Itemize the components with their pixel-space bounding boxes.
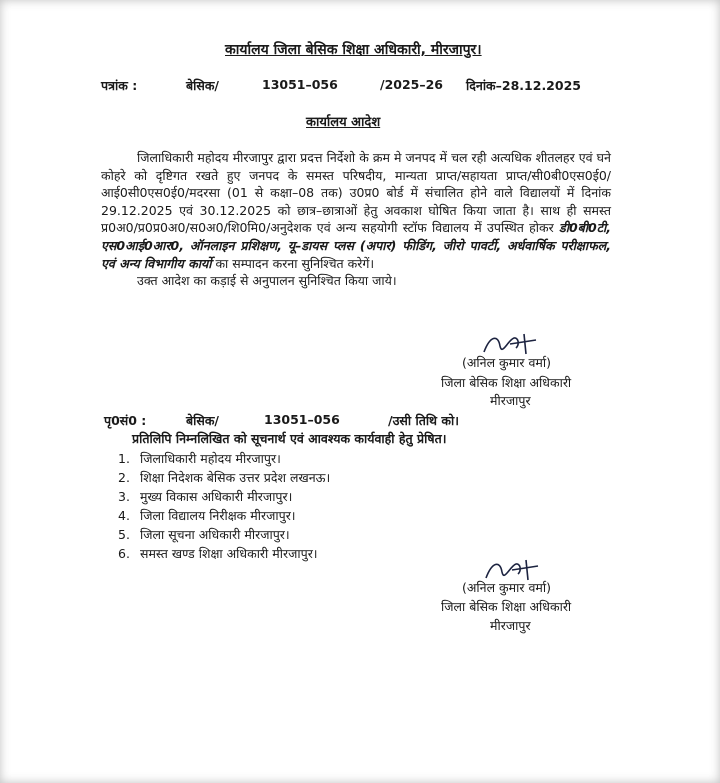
list-item: 2. शिक्षा निदेशक बेसिक उत्तर प्रदेश लखनऊ। bbox=[118, 470, 331, 485]
reference-dept: बेसिक/ bbox=[186, 78, 219, 93]
list-item: 1. जिलाधिकारी महोदय मीरजापुर। bbox=[118, 451, 281, 466]
copy-reference-dept: बेसिक/ bbox=[186, 413, 219, 428]
office-title: कार्यालय जिला बेसिक शिक्षा अधिकारी, मीरजापुर। bbox=[225, 42, 482, 58]
signature-name: (अनिल कुमार वर्मा) bbox=[462, 580, 551, 595]
order-heading: कार्यालय आदेश bbox=[306, 115, 381, 130]
reference-number: 13051–056 bbox=[262, 77, 338, 92]
order-tasks-italic: डी0बी0टी, एस0आई0आर0, ऑनलाइन प्रशिक्षण, यू–डायस प्लस (अपार) फीडिंग, जीरो पावर्टी, अर्धवार्षिक परीक्षाफल, एवं अन्य विभागीय कार्यो bbox=[101, 220, 611, 271]
order-body bbox=[101, 149, 611, 290]
list-item: 6. समस्त खण्ड शिक्षा अधिकारी मीरजापुर। bbox=[118, 546, 318, 561]
copy-reference-number: 13051–056 bbox=[264, 412, 340, 427]
copy-reference-date: /उसी तिथि को। bbox=[388, 413, 459, 428]
copy-intro: प्रतिलिपि निम्नलिखित को सूचनार्थ एवं आवश्यक कार्यवाही हेतु प्रेषित। bbox=[132, 431, 447, 446]
signature-place: मीरजापुर bbox=[490, 393, 531, 408]
list-item: 4. जिला विद्यालय निरीक्षक मीरजापुर। bbox=[118, 508, 296, 523]
order-paragraph-1-end: का सम्पादन करना सुनिश्चित करेगें। bbox=[215, 255, 375, 271]
copy-recipient-list bbox=[118, 449, 330, 563]
reference-year: /2025–26 bbox=[380, 77, 444, 92]
reference-label: पत्रांक : bbox=[101, 78, 138, 93]
signature-name: (अनिल कुमार वर्मा) bbox=[462, 355, 551, 370]
order-paragraph-1: जिलाधिकारी महोदय मीरजापुर द्वारा प्रदत्त निर्देशो के क्रम मे जनपद में चल रही अत्यधिक शीतलहर एवं घने कोहरे को दृष्टिगत रखते हुए जनपद के समस्त परिषदीय, मान्यता प्राप्त/सहायता प्राप्त/सी0बी0एस0ई0/आई0सी0एस0ई0/मदरसा (01 से कक्षा–08 तक) उ0प्र0 बोर्ड में संचालित होने वाले विद्यालयों में दिनांक 29.12.2025 एवं 30.12.2025 को छात्र–छात्राओं हेतु अवकाश घोषित किया जाता है। साथ ही समस्त प्र0अ0/प्र0प्र0अ0/स0अ0/शि0मि0/अनुदेशक एवं अन्य सहयोगी स्टॉफ विद्यालय में उपस्थित होकर bbox=[101, 150, 611, 236]
reference-date: दिनांक–28.12.2025 bbox=[466, 78, 581, 93]
signature-designation: जिला बेसिक शिक्षा अधिकारी bbox=[441, 599, 572, 614]
copy-reference-label: पृ0सं0 : bbox=[104, 413, 147, 428]
list-item: 5. जिला सूचना अधिकारी मीरजापुर। bbox=[118, 527, 290, 542]
order-paragraph-2: उक्त आदेश का कड़ाई से अनुपालन सुनिश्चित किया जाये। bbox=[137, 273, 397, 289]
signature-place: मीरजापुर bbox=[490, 618, 531, 633]
list-item: 3. मुख्य विकास अधिकारी मीरजापुर। bbox=[118, 489, 293, 504]
signature-designation: जिला बेसिक शिक्षा अधिकारी bbox=[441, 375, 572, 390]
